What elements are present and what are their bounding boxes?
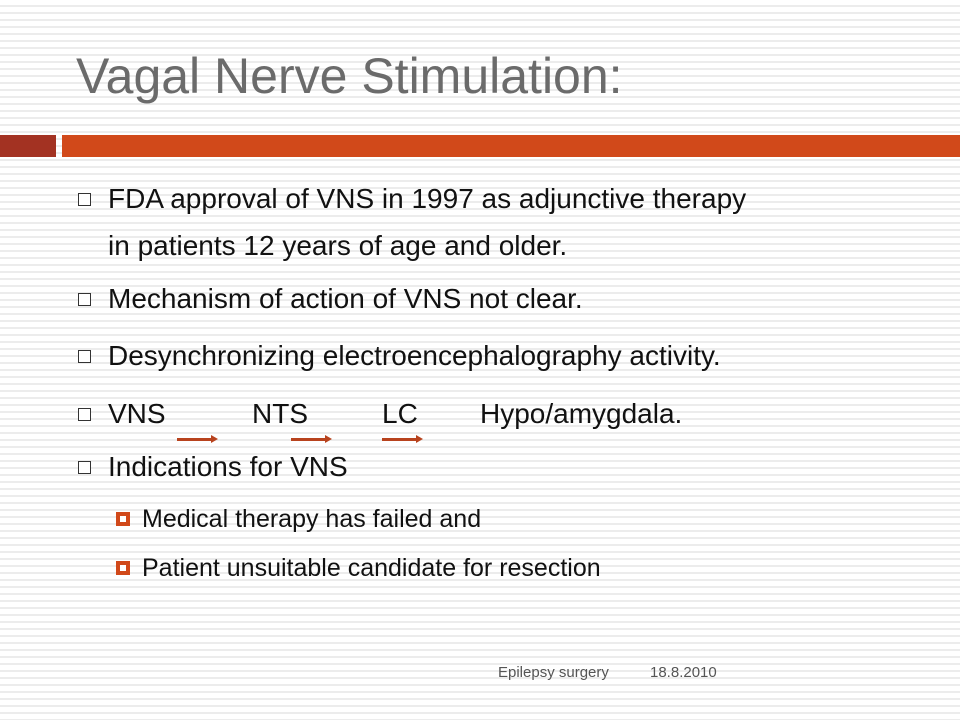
right-arrow-icon <box>291 438 326 441</box>
title-accent-bar <box>62 135 960 157</box>
sub-bullet-icon <box>116 512 130 526</box>
bullet-item-desynchronizing: Desynchronizing electroencephalography activity. <box>108 340 721 371</box>
square-bullet-icon <box>78 350 91 363</box>
sub-bullet-item-unsuitable-candidate: Patient unsuitable candidate for resection <box>142 554 601 582</box>
square-bullet-icon <box>78 293 91 306</box>
footer-date: 18.8.2010 <box>650 664 717 681</box>
right-arrow-icon <box>382 438 417 441</box>
bullet-item-fda-line2: in patients 12 years of age and older. <box>108 230 568 261</box>
square-bullet-icon <box>78 461 91 474</box>
bullet-item-indications: Indications for VNS <box>108 451 348 482</box>
pathway-node-hypo-amygdala: Hypo/amygdala. <box>480 398 683 429</box>
pathway-node-lc: LC <box>382 398 418 429</box>
pathway-node-vns: VNS <box>108 398 166 429</box>
pathway-node-nts: NTS <box>252 398 308 429</box>
bullet-item-pathway <box>0 394 960 434</box>
square-bullet-icon <box>78 193 91 206</box>
bullet-item-mechanism: Mechanism of action of VNS not clear. <box>108 283 583 314</box>
bullet-item-fda-line1: FDA approval of VNS in 1997 as adjunctive therapy <box>108 183 747 214</box>
sub-bullet-item-medical-therapy: Medical therapy has failed and <box>142 505 482 533</box>
right-arrow-icon <box>177 438 212 441</box>
footer-label: Epilepsy surgery <box>498 664 609 681</box>
sub-bullet-icon <box>116 561 130 575</box>
title-accent-bar-dark <box>0 135 56 157</box>
slide-title: Vagal Nerve Stimulation: <box>76 48 623 104</box>
